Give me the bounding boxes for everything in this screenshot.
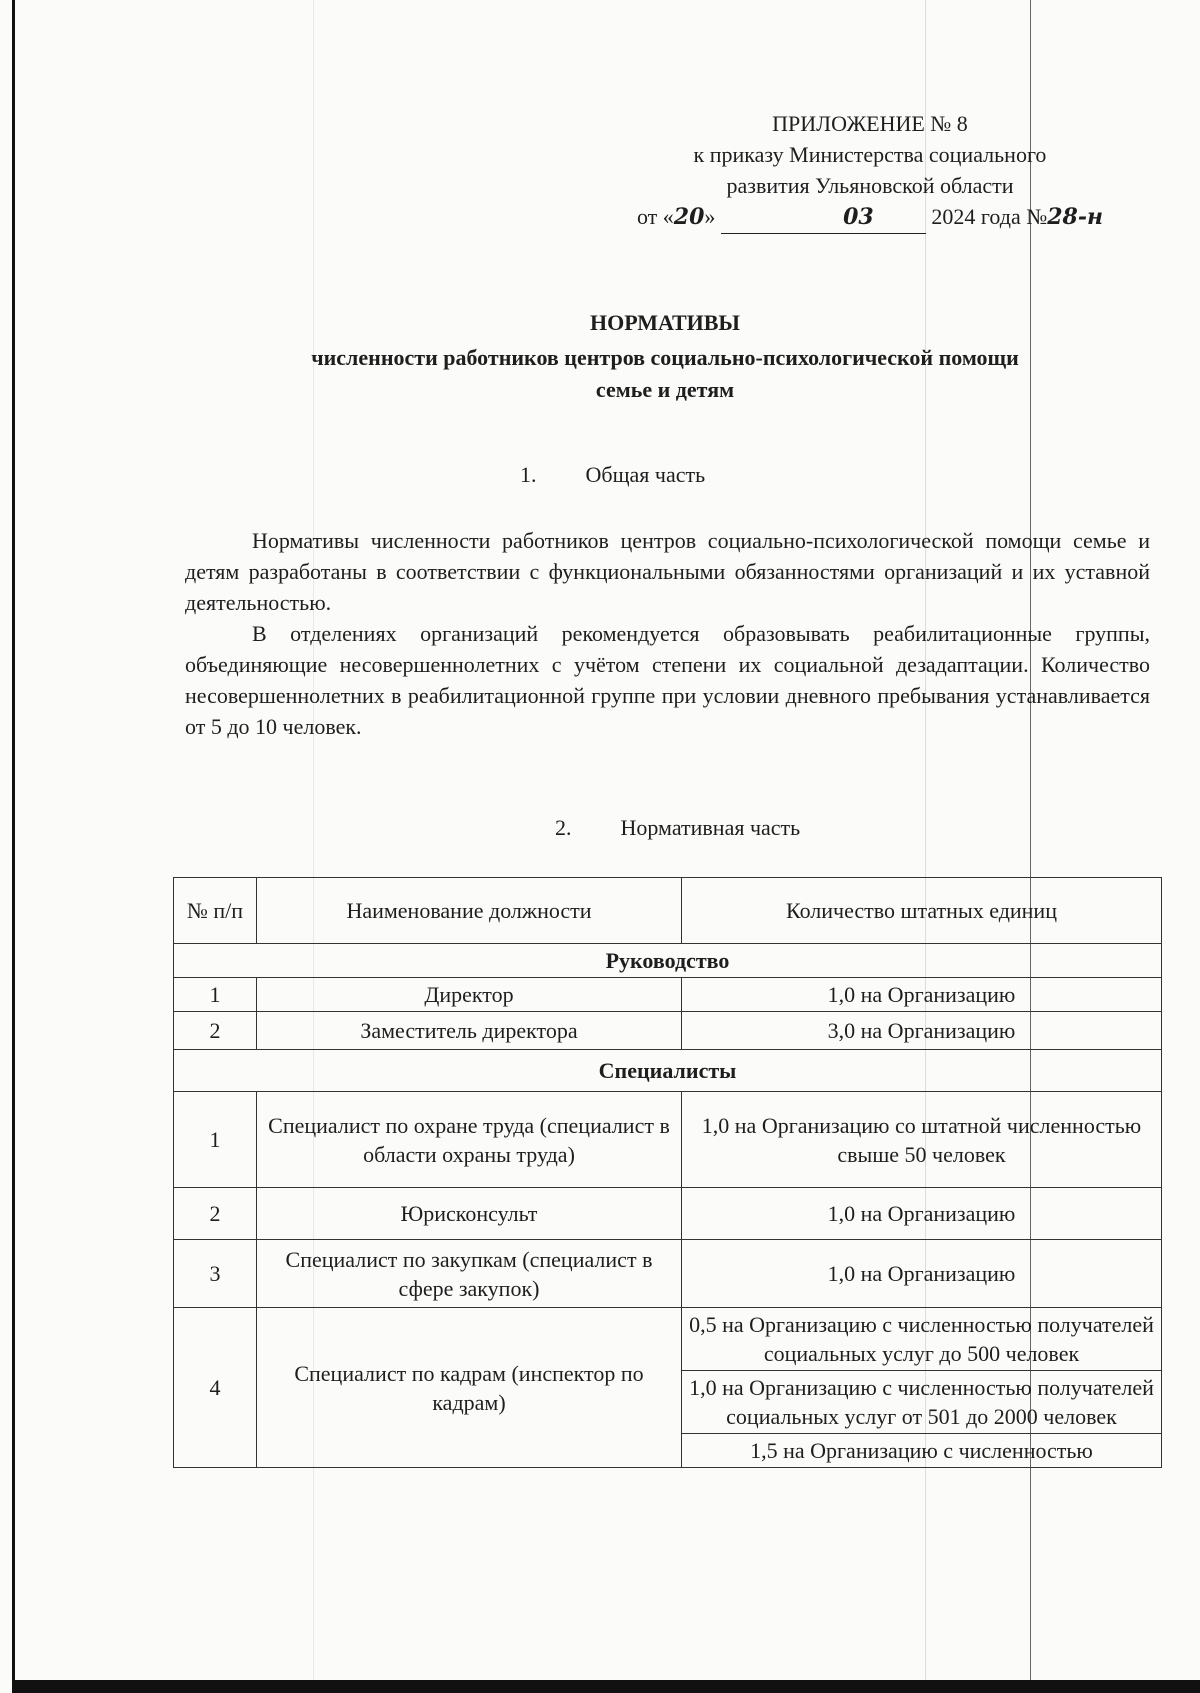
- table-row: [174, 1308, 1162, 1371]
- row-number: 2: [174, 1188, 257, 1240]
- row-position: Специалист по кадрам (инспектор по кадрам): [257, 1308, 682, 1468]
- row-number: 1: [174, 978, 257, 1012]
- paragraph-2: В отделениях организаций рекомендуется образовывать реабилитационные группы, объединяющие несовершеннолетних с учётом степени их социальной дезадаптации. Количество несовершеннолетних в реабилитационной группе при условии дневного пребывания устанавливается от 5 до 10 человек.: [185, 621, 1150, 739]
- row-quantity: 1,0 на Организацию: [682, 978, 1162, 1012]
- row-number: 4: [174, 1308, 257, 1468]
- row-number: 1: [174, 1092, 257, 1188]
- row-quantity: 1,5 на Организацию с численностью: [682, 1434, 1162, 1468]
- header-quantity: Количество штатных единиц: [682, 878, 1162, 944]
- table-row: [174, 1012, 1162, 1050]
- date-day: 20: [673, 204, 705, 230]
- group-title: Специалисты: [174, 1050, 1162, 1092]
- section-title: Общая часть: [585, 462, 706, 487]
- section-number: 1.: [520, 462, 537, 487]
- row-quantity: 1,0 на Организацию: [682, 1188, 1162, 1240]
- document-subtitle: численности работников центров социально-психологической помощи: [311, 345, 1019, 370]
- date-close: »: [704, 204, 716, 229]
- date-year: 2024 года №: [931, 204, 1048, 229]
- row-quantity: 0,5 на Организацию с численностью получателей социальных услуг до 500 человек: [682, 1308, 1162, 1371]
- scan-edge-left: [12, 0, 15, 1683]
- row-quantity: 1,0 на Организацию со штатной численностью свыше 50 человек: [682, 1092, 1162, 1188]
- date-prefix: от «: [636, 204, 674, 229]
- table-row: [174, 1240, 1162, 1308]
- row-position: Специалист по охране труда (специалист в области охраны труда): [257, 1092, 682, 1188]
- appendix-date-line: [560, 201, 1180, 234]
- row-position: Директор: [257, 978, 682, 1012]
- section-normative-heading: [555, 815, 800, 841]
- header-number: № п/п: [174, 878, 257, 944]
- section-general-heading: [520, 462, 705, 488]
- table-row: [174, 1188, 1162, 1240]
- date-month-field: [721, 201, 926, 234]
- row-position: Юрисконсульт: [257, 1188, 682, 1240]
- table-header-row: [174, 878, 1162, 944]
- group-row-specialists: [174, 1050, 1162, 1092]
- table-row: [174, 1092, 1162, 1188]
- row-quantity: 3,0 на Организацию: [682, 1012, 1162, 1050]
- section-number: 2.: [555, 815, 572, 840]
- row-position: Специалист по закупкам (специалист в сфере закупок): [257, 1240, 682, 1308]
- appendix-ministry: развития Ульяновской области: [726, 173, 1014, 198]
- order-number: 28-н: [1047, 204, 1104, 230]
- group-row-management: [174, 944, 1162, 978]
- row-quantity: 1,0 на Организацию с численностью получателей социальных услуг от 501 до 2000 человек: [682, 1371, 1162, 1434]
- header-position: Наименование должности: [257, 878, 682, 944]
- group-title: Руководство: [174, 944, 1162, 978]
- document-title: НОРМАТИВЫ: [589, 310, 741, 335]
- document-subtitle-cont: семье и детям: [595, 377, 735, 402]
- staffing-norms-table: [173, 877, 1162, 1468]
- appendix-order-ref: к приказу Министерства социального: [693, 142, 1047, 167]
- row-position: Заместитель директора: [257, 1012, 682, 1050]
- row-quantity: 1,0 на Организацию: [682, 1240, 1162, 1308]
- row-number: 2: [174, 1012, 257, 1050]
- row-number: 3: [174, 1240, 257, 1308]
- section-title: Нормативная часть: [620, 815, 801, 840]
- appendix-number: ПРИЛОЖЕНИЕ № 8: [772, 111, 968, 136]
- appendix-header: [560, 108, 1180, 234]
- paragraph-1: Нормативы численности работников центров социально-психологической помощи семье и детям разработаны в соответствии с функциональными обязанностями организаций и их уставной деятельностью.: [185, 528, 1150, 615]
- table-row: [174, 978, 1162, 1012]
- date-month: 03: [843, 204, 874, 230]
- scan-edge-bottom: [12, 1680, 1200, 1693]
